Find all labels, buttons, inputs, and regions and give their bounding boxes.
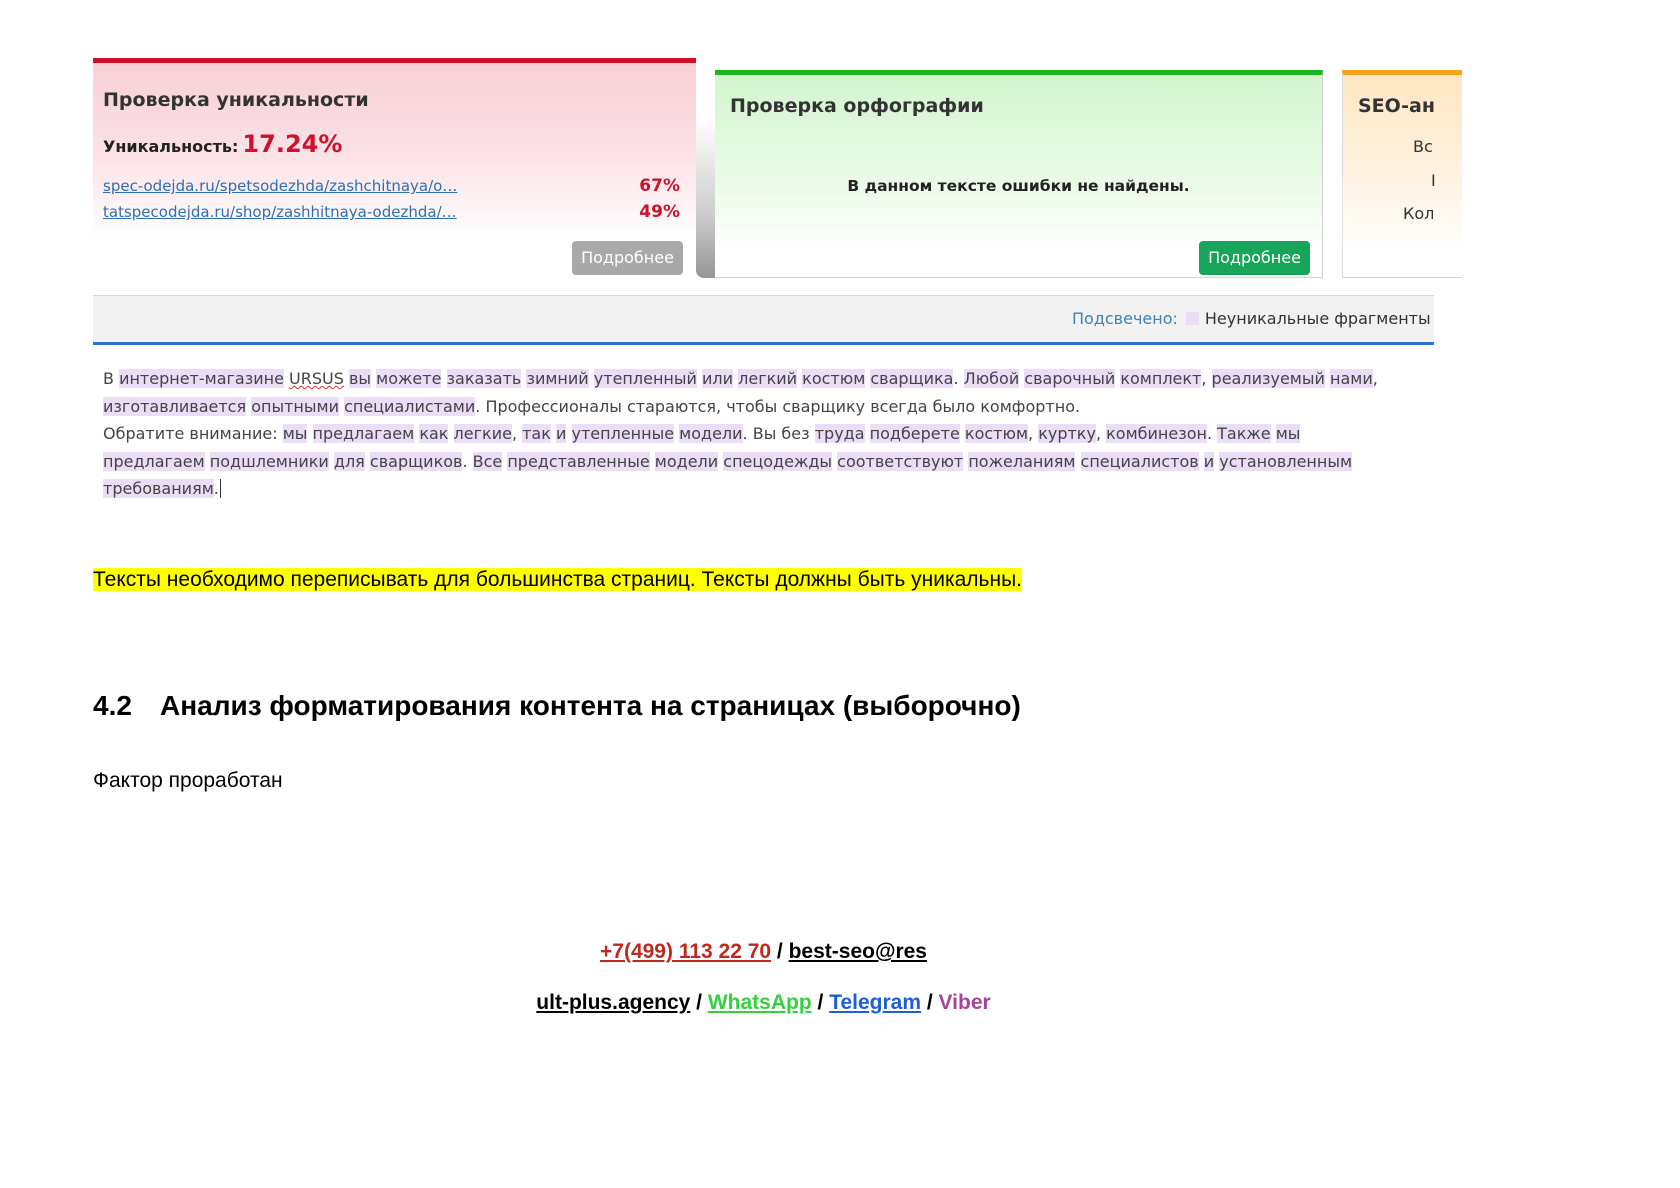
uniqueness-value: 17.24% [242,130,343,158]
separator: / [771,940,789,963]
text-fragment: , [1028,424,1039,443]
text-fragment [448,424,453,443]
text-fragment: , [1095,424,1107,443]
footer-contacts-line-2 [93,989,1434,1017]
text-fragment [1271,424,1276,443]
non-unique-fragment: труда [814,424,865,443]
seo-card-line: Кол [1403,204,1435,223]
non-unique-fragment: костюм [964,424,1029,443]
seo-analysis-card [1342,70,1462,278]
text-fragment: . [462,451,473,471]
recommendation-note [93,567,1022,593]
non-unique-fragment: утепленный [593,369,697,388]
text-line [103,475,1433,503]
non-unique-fragment: заказать [446,369,522,388]
highlight-legend-text: Неуникальные фрагменты [1204,309,1431,328]
text-fragment: , [1201,369,1212,388]
non-unique-fragment: модели [654,451,719,471]
uniqueness-label: Уникальность: [103,137,239,156]
spell-flagged-word: URSUS [289,369,344,388]
non-unique-fragment: представленные [507,451,650,471]
non-unique-fragment: специалистов [1080,451,1199,471]
non-unique-fragment: легкий [738,369,798,388]
text-line [103,393,1433,421]
non-unique-fragment: пожеланиям [968,451,1076,471]
spelling-result-message: В данном тексте ошибки не найдены. [847,177,1190,195]
non-unique-fragment: и [1203,451,1215,471]
highlight-label: Подсвечено: [1072,309,1178,328]
text-fragment [307,424,312,443]
uniqueness-details-button[interactable]: Подробнее [572,241,683,275]
non-unique-fragment: подшлемники [209,451,329,471]
highlight-color-swatch [1186,312,1199,325]
non-unique-fragment: для [333,451,365,471]
non-unique-fragment: как [419,424,449,443]
non-unique-fragment: сварочный [1024,369,1116,388]
checked-text-area[interactable] [103,365,1433,503]
spelling-card [715,70,1323,278]
non-unique-fragment: опытными [251,396,339,416]
highlight-legend-bar [93,295,1434,345]
non-unique-fragment: соответствуют [837,451,964,471]
source-match-percent: 49% [639,202,680,222]
email-link[interactable]: best-seo@res [788,940,927,963]
non-unique-fragment: комплект [1120,369,1202,388]
non-unique-fragment: мы [1275,424,1301,443]
non-unique-fragment: куртку [1038,424,1096,443]
text-fragment: . [213,479,219,498]
separator: / [921,991,939,1014]
highlight-legend [1072,296,1431,342]
text-fragment [441,369,446,388]
text-cursor [220,479,221,498]
non-unique-fragment: так [522,424,551,443]
non-unique-fragment: и [556,424,567,443]
non-unique-fragment: модели [679,424,743,443]
separator: / [690,991,708,1014]
non-unique-fragment: утепленные [571,424,675,443]
section-title: Анализ форматирования контента на страницах (выборочно) [160,690,1021,721]
separator: / [811,991,830,1014]
non-unique-fragment: спецодежды [723,451,833,471]
non-unique-fragment: костюм [802,369,866,388]
non-unique-fragment: Любой [963,369,1020,388]
email-link-continued[interactable]: ult-plus.agency [536,991,691,1014]
non-unique-fragment: мы [282,424,308,443]
text-line [103,448,1433,476]
section-number: 4.2 [93,690,132,721]
text-fragment [1075,452,1080,471]
text-fragment: , [1372,369,1378,388]
text-fragment: Обратите внимание: [103,424,283,443]
non-unique-fragment: сварщика [870,369,954,388]
source-match-percent: 67% [639,176,680,196]
non-unique-fragment: реализуемый [1211,369,1325,388]
text-line [103,365,1433,393]
non-unique-fragment: Также [1217,424,1271,443]
text-fragment [566,424,571,443]
text-fragment: . Профессионалы стараются, чтобы сварщику всегда было комфортно. [475,396,1081,416]
text-fragment: . [1206,424,1218,443]
highlighted-note-text: Тексты необходимо переписывать для большинства страниц. Тексты должны быть уникальны. [93,568,1023,591]
text-fragment: . Вы без [742,424,815,443]
footer-contacts-line-1 [93,938,1434,966]
spelling-card-title: Проверка орфографии [730,95,984,117]
uniqueness-card [93,58,696,278]
non-unique-fragment: можете [376,369,442,388]
non-unique-fragment: предлагаем [312,424,415,443]
non-unique-fragment: зимний [526,369,589,388]
non-unique-fragment: установленным [1219,451,1353,471]
text-fragment: . [953,369,964,388]
non-unique-fragment: изготавливается [103,396,247,416]
non-unique-fragment: Все [472,451,503,471]
non-unique-fragment: вы [348,369,372,388]
text-fragment [865,424,870,443]
non-unique-fragment: предлагаем [103,451,205,471]
source-link[interactable]: tatspecodejda.ru/shop/zashhitnaya-odezhda/… [103,203,457,221]
non-unique-fragment: легкие [453,424,512,443]
non-unique-fragment: сварщиков [369,451,463,471]
card-shadow [696,118,715,278]
non-unique-fragment: интернет-магазине [119,369,284,388]
non-unique-fragment: подберете [869,424,960,443]
non-unique-fragment: требованиям [103,479,214,498]
spelling-details-button[interactable]: Подробнее [1199,241,1310,275]
section-heading [93,688,1021,724]
seo-card-title: SEO-ан [1358,95,1436,117]
source-link[interactable]: spec-odejda.ru/spetsodezhda/zashchitnaya/o… [103,177,458,195]
uniqueness-card-title: Проверка уникальности [103,89,369,111]
non-unique-fragment: специалистами [344,396,476,416]
seo-card-line: Вс [1413,137,1433,156]
seo-card-line: I [1431,171,1436,190]
section-body-text: Фактор проработан [93,769,283,792]
non-unique-fragment: комбинезон [1106,424,1207,443]
text-fragment: В [103,369,120,388]
text-line [103,420,1433,448]
non-unique-fragment: нами [1330,369,1373,388]
telegram-link[interactable]: Telegram [829,991,922,1014]
viber-link[interactable]: Viber [938,991,991,1014]
non-unique-fragment: или [702,369,734,388]
uniqueness-score [103,129,342,162]
whatsapp-link[interactable]: WhatsApp [707,991,812,1014]
text-fragment: , [511,424,523,443]
text-checker-screenshot [93,58,1434,508]
phone-link[interactable]: +7(499) 113 22 70 [600,940,772,963]
